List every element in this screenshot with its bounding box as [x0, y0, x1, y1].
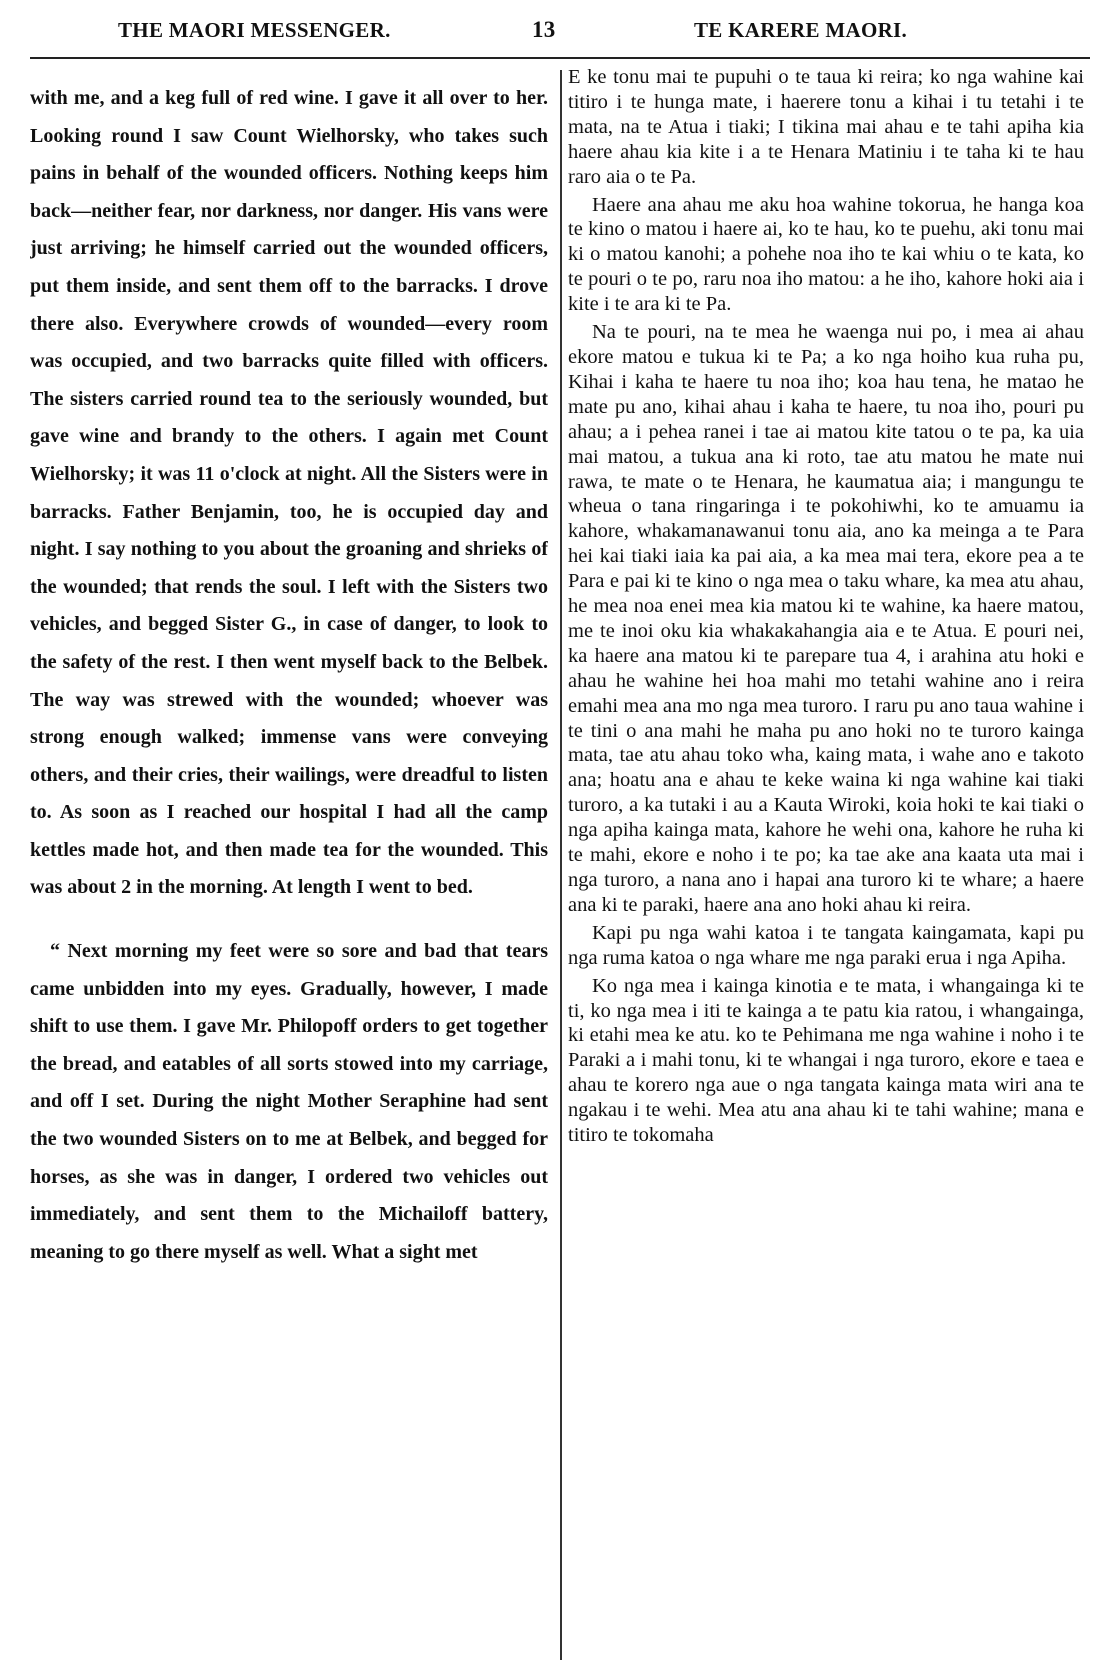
page-header — [0, 18, 1114, 52]
maori-column — [568, 65, 1084, 1660]
maori-paragraph: Haere ana ahau me aku hoa wahine tokorua, he hanga koa te kino o matou i haere ai, ko te hau, ko te puehu, aki tonu mai ki o matou kanohi; a pohehe noa iho te kai whiu o te kata, ko te pouri o te po, raru noa iho matou: a he iho, kahore hoki aia i kite i te ara ki te Pa. — [568, 193, 1084, 316]
column-divider — [560, 70, 562, 1660]
english-paragraph: with me, and a keg full of red wine. I gave it all over to her. Looking round I saw Count Wielhorsky, who takes such pains in behalf of the wounded officers. Nothing keeps him back—neither fear, nor darkness, nor danger. His vans were just arriving; he himself carried out the wounded officers, put them inside, and sent them off to the barracks. I drove there also. Everywhere crowds of wounded—every room was occupied, and two barracks quite filled with officers. The sisters carried round tea to the seriously wounded, but gave wine and brandy to the others. I again met Count Wielhorsky; it was 11 o'clock at night. All the Sisters were in barracks. Father Benjamin, too, he is occupied day and night. I say nothing to you about the groaning and shrieks of the wounded; that rends the soul. I left with the Sisters two vehicles, and begged Sister G., in case of danger, to look to the safety of the rest. I then went myself back to the Belbek. The way was strewed with the wounded; whoever was strong enough walked; immense vans were conveying others, and their cries, their wailings, were dreadful to listen to. As soon as I reached our hospital I had all the camp kettles made hot, and then made tea for the wounded. This was about 2 in the morning. At length I went to bed. — [30, 87, 548, 899]
header-rule — [30, 57, 1090, 59]
page-number: 13 — [532, 17, 556, 42]
english-column — [30, 80, 548, 1655]
maori-paragraph: Na te pouri, na te mea he waenga nui po, i mea ai ahau ekore matou e tukua ki te Pa; a ko nga hoiho kua ruha pu, Kihai i kaha te haere tu noa iho; koa hau tena, he matao he mate pu ano, kihai ahau i kaha te haere, tu noa iho, pouri pu ahau; a i pehea ranei i tae ai matou kite tatou o te pa, ka uia mai matou, a tukua ana ki roto, tae atu matou he mate nui rawa, te mate o te Henara, he kaumatua aia; i mangungu te wheua o tana ringaringa i te pokohiwhi, ko te amuamu ia kahore, whakamanawanui tonu aia, ano ka meinga a te Para hei kai tiaki iaia ka pai aia, a ka mea mai tera, ekore pea a te Para e pai ki te kino o nga mea o taku whare, ka mea atu ahau, he mea noa enei mea kia matou ki te wahine, ka haere matou, me te inoi oku kia whakakahangia aia e te Atua. E pouri nei, ka haere ana matou ki te parepare tua 4, i arahina atu hoki e ahau he wahine hei hoa mahi mo tetahi wahine ano i reira emahi mea ana mo nga mea turoro. I raru pu ano taua wahine i te tini o ana mahi he maha pu ano hoki no te turoro kainga mata, tae atu ahau toko wha, kaing mata, i wahe ano e takoto ana; hoatu ana e ahau te keke waina ki nga wahine kai tiaki turoro, a ka tutaki i au a Kauta Wiroki, koia hoki te kai tiaki o nga apiha kainga mata, kahore he wehi ona, kahore he ruha ki te mahi, ekore e noho i te po; ka tae ake ana kaata uta mai i nga turoro, a nana ano i hapai ana turoro ki te whare; a haere ana ki te paraki, haere ana ano hoki ahau ki reira. — [568, 321, 1084, 916]
maori-masthead-title: TE KARERE MAORI. — [694, 18, 908, 42]
maori-paragraph: Ko nga mea i kainga kinotia e te mata, i whangainga ki te ti, ko nga mea i iti te kainga a te patu kia ratou, i whangainga, ki etahi mea ke atu. ko te Pehimana me nga wahine i noho i te Paraki a i mahi tonu, ki te whangai i nga turoro, ekore e taea e ahau te korero nga aue o nga tangata kainga mata wiri ana te ngakau i te wehi. Mea atu ana ahau ki te tahi wahine; mana e titiro te tokomaha — [568, 974, 1084, 1147]
maori-paragraph: Kapi pu nga wahi katoa i te tangata kaingamata, kapi pu nga ruma katoa o nga whare me nga paraki erua i nga Apiha. — [568, 921, 1084, 969]
english-paragraph: “ Next morning my feet were so sore and bad that tears came unbidden into my eyes. Gradually, however, I made shift to use them. I gave Mr. Philopoff orders to get together the bread, and eatables of all sorts stowed into my carriage, and off I set. During the night Mother Seraphine had sent the two wounded Sisters on to me at Belbek, and begged for horses, as she was in danger, I ordered two vehicles out immediately, and sent them to the Michailoff battery, meaning to go there myself as well. What a sight met — [30, 940, 548, 1263]
maori-paragraph: E ke tonu mai te pupuhi o te taua ki reira; ko nga wahine kai titiro i te hunga mate, i haerere tonu a kihai i tu tetahi i te mata, na te Atua i tiaki; I tikina mai ahau e te tahi apiha kia haere ahau kia kite i a te Henara Matiniu i te taha ki te hau raro aia o te Pa. — [568, 66, 1084, 188]
english-masthead-title: THE MAORI MESSENGER. — [118, 18, 391, 42]
